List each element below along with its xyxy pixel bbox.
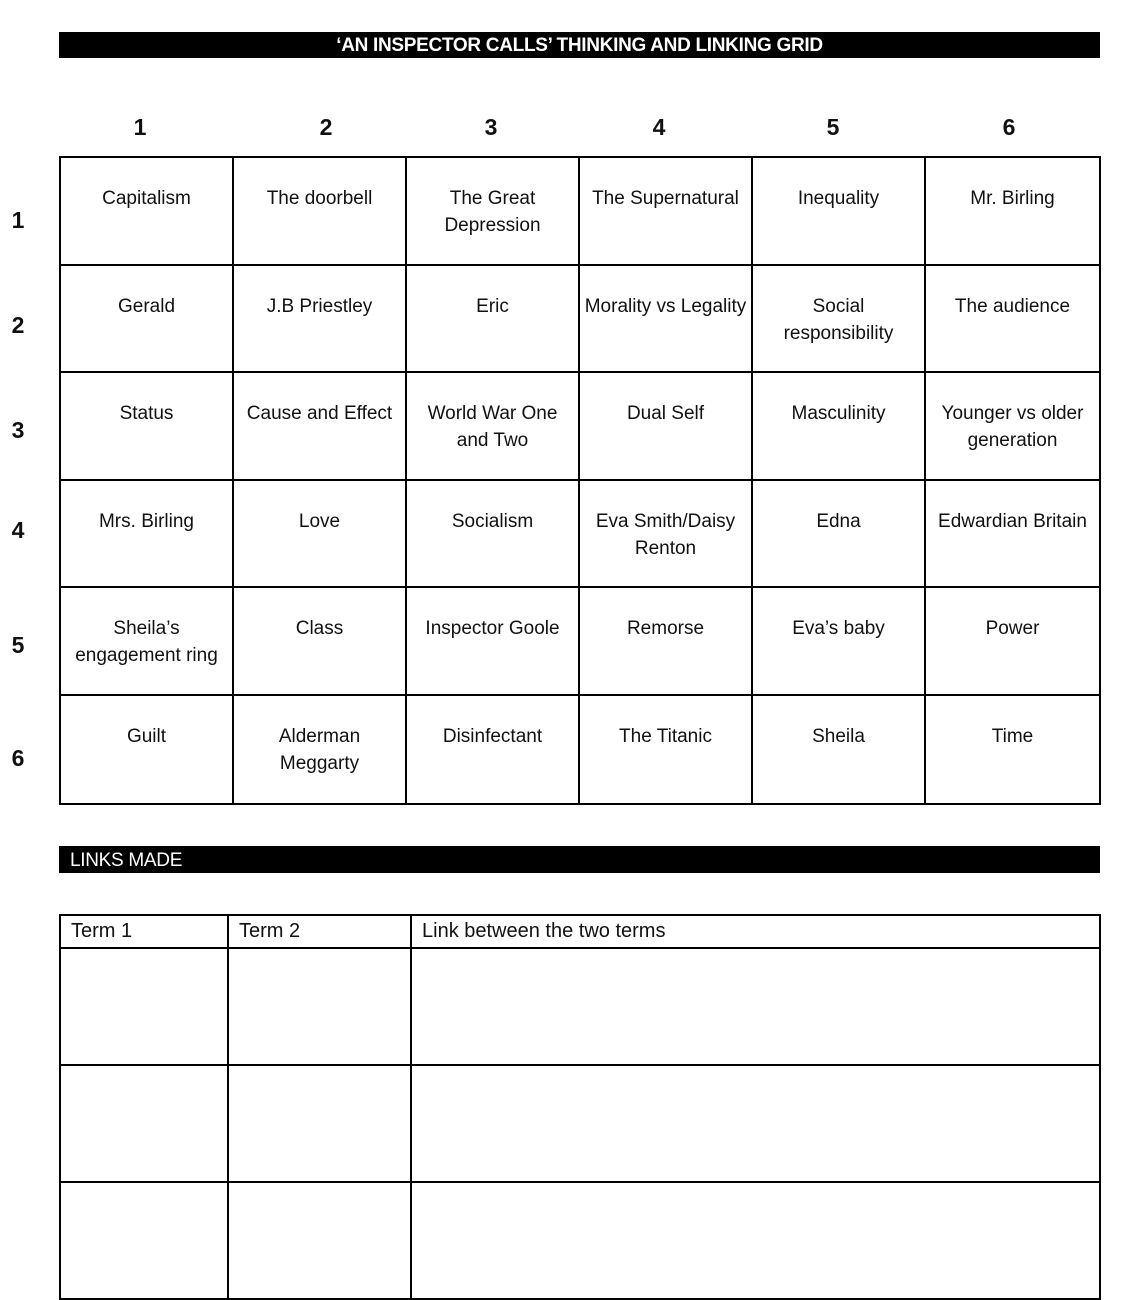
- grid-term: Gerald: [117, 295, 176, 317]
- grid-cell-r5-c2: [234, 588, 407, 696]
- grid-term: World War One and Two: [427, 403, 558, 451]
- link-cell[interactable]: [411, 1065, 1100, 1182]
- grid-cell-r2-c5: [753, 266, 926, 374]
- thinking-linking-grid: [59, 156, 1101, 805]
- grid-term: Remorse: [626, 618, 705, 639]
- grid-term: Younger vs older generation: [941, 403, 1084, 451]
- row-number-5: 5: [11, 632, 25, 658]
- links-table: [59, 914, 1101, 1300]
- grid-cell-r6-c4: [580, 696, 753, 804]
- grid-term: Morality vs Legality: [584, 295, 747, 317]
- grid-cell-r6-c1: [61, 696, 234, 804]
- grid-term: The Supernatural: [592, 188, 739, 209]
- column-number-3: 3: [484, 114, 498, 140]
- links-table-header-row: [60, 915, 1100, 948]
- row-number-3: 3: [11, 417, 25, 443]
- row-number-2: 2: [11, 312, 25, 338]
- grid-term: J.B Priestley: [266, 295, 373, 317]
- grid-cell-r2-c4: [580, 266, 753, 374]
- grid-term: The Great Depression: [444, 188, 541, 236]
- grid-term: Sheila: [812, 725, 865, 747]
- grid-cell-r1-c1: [61, 158, 234, 266]
- grid-cell-r3-c4: [580, 373, 753, 481]
- grid-cell-r4-c3: [407, 481, 580, 589]
- grid-term: Edna: [816, 510, 861, 532]
- grid-term: Disinfectant: [442, 725, 543, 747]
- grid-term: Power: [985, 618, 1040, 639]
- grid-cell-r4-c4: [580, 481, 753, 589]
- grid-cell-r3-c3: [407, 373, 580, 481]
- grid-term: Inspector Goole: [425, 618, 560, 639]
- grid-cell-r6-c3: [407, 696, 580, 804]
- grid-term: Mr. Birling: [970, 188, 1055, 209]
- grid-term: Alderman Meggarty: [278, 725, 361, 774]
- link-header: Link between the two terms: [411, 915, 1100, 948]
- grid-term: Time: [991, 725, 1034, 747]
- grid-term: The doorbell: [266, 188, 373, 209]
- grid-term: Inequality: [797, 188, 880, 209]
- term-2-cell[interactable]: [228, 948, 411, 1065]
- grid-term: Eva’s baby: [792, 618, 885, 639]
- grid-cell-r4-c2: [234, 481, 407, 589]
- grid-cell-r2-c2: [234, 266, 407, 374]
- grid-cell-r4-c6: [926, 481, 1099, 589]
- grid-term: Edwardian Britain: [938, 510, 1087, 532]
- grid-cell-r6-c5: [753, 696, 926, 804]
- grid-term: Eva Smith/Daisy Renton: [595, 510, 736, 559]
- term-2-cell[interactable]: [228, 1065, 411, 1182]
- grid-cell-r4-c1: [61, 481, 234, 589]
- row-number-4: 4: [11, 517, 25, 543]
- term-1-cell[interactable]: [60, 1065, 228, 1182]
- grid-cell-r3-c5: [753, 373, 926, 481]
- grid-term: Mrs. Birling: [98, 510, 194, 532]
- grid-term: Cause and Effect: [246, 403, 393, 424]
- grid-term: Status: [119, 403, 174, 424]
- term-2-header: Term 2: [228, 915, 411, 948]
- grid-term: Eric: [476, 295, 509, 317]
- grid-cell-r1-c6: [926, 158, 1099, 266]
- column-number-4: 4: [652, 114, 666, 140]
- link-row: [60, 1065, 1100, 1182]
- grid-term: Guilt: [126, 725, 167, 747]
- grid-term: Sheila’s engagement ring: [75, 618, 218, 666]
- grid-term: Love: [298, 510, 341, 532]
- term-1-cell[interactable]: [60, 948, 228, 1065]
- grid-term: Dual Self: [626, 403, 705, 424]
- grid-cell-r5-c1: [61, 588, 234, 696]
- page-title: ‘AN INSPECTOR CALLS’ THINKING AND LINKING GRID: [59, 32, 1100, 58]
- column-number-5: 5: [826, 114, 840, 140]
- grid-cell-r1-c2: [234, 158, 407, 266]
- grid-cell-r5-c5: [753, 588, 926, 696]
- term-1-header: Term 1: [60, 915, 228, 948]
- grid-cell-r2-c6: [926, 266, 1099, 374]
- grid-term: Social responsibility: [783, 295, 894, 344]
- grid-cell-r4-c5: [753, 481, 926, 589]
- grid-cell-r2-c1: [61, 266, 234, 374]
- grid-cell-r6-c2: [234, 696, 407, 804]
- grid-term: The Titanic: [619, 725, 712, 747]
- grid-cell-r5-c6: [926, 588, 1099, 696]
- column-number-2: 2: [319, 114, 333, 140]
- row-number-1: 1: [11, 207, 25, 233]
- row-number-6: 6: [11, 745, 25, 771]
- column-number-6: 6: [1002, 114, 1016, 140]
- grid-term: Masculinity: [791, 403, 886, 424]
- grid-cell-r1-c4: [580, 158, 753, 266]
- grid-cell-r5-c4: [580, 588, 753, 696]
- link-row: [60, 948, 1100, 1065]
- grid-cell-r6-c6: [926, 696, 1099, 804]
- column-number-1: 1: [133, 114, 147, 140]
- grid-cell-r1-c5: [753, 158, 926, 266]
- grid-cell-r3-c6: [926, 373, 1099, 481]
- grid-cell-r3-c1: [61, 373, 234, 481]
- grid-term: The audience: [954, 295, 1071, 317]
- grid-term: Capitalism: [102, 188, 191, 209]
- grid-cell-r5-c3: [407, 588, 580, 696]
- links-made-heading: LINKS MADE: [59, 846, 1100, 873]
- grid-cell-r2-c3: [407, 266, 580, 374]
- grid-term: Socialism: [451, 510, 534, 532]
- grid-term: Class: [295, 618, 344, 639]
- grid-cell-r1-c3: [407, 158, 580, 266]
- grid-cell-r3-c2: [234, 373, 407, 481]
- link-cell[interactable]: [411, 948, 1100, 1065]
